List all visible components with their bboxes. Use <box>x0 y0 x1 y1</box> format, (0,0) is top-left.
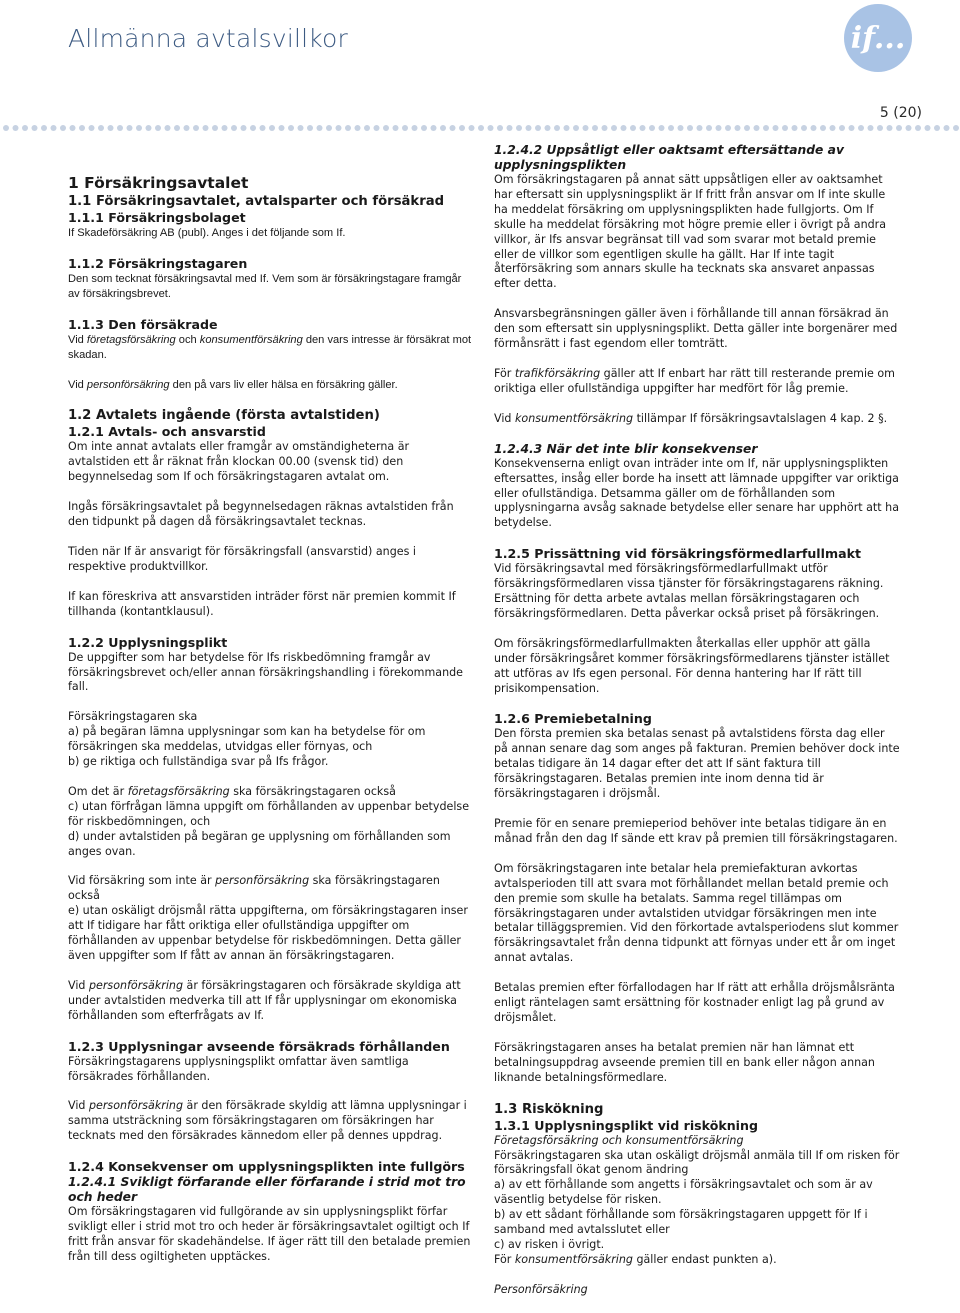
divider-dot <box>535 125 541 131</box>
left-column <box>68 143 472 1280</box>
paragraph-1-2-1-a: Om inte annat avtalats eller framgår av omständigheterna är avtalstiden ett år räknat från klockan 00.00 (svensk tid) den begynnelsedag som If och försäkringstagaren avtalat om. <box>68 440 410 484</box>
divider-dot <box>184 125 190 131</box>
divider-dot <box>288 125 294 131</box>
divider-dot <box>165 125 171 131</box>
paragraph-1-2-2-b: Försäkringstagaren ska a) på begäran lämna upplysningar som kan ha betydelse för om försäkringen ska meddelas, utvidgas eller förnyas, och b) ge riktiga och fullständiga svar på Ifs frågor. <box>68 710 426 769</box>
divider-dot <box>554 125 560 131</box>
divider-dot <box>925 125 931 131</box>
divider-dot <box>345 125 351 131</box>
divider-dot <box>355 125 361 131</box>
paragraph-1-2-6-c: Om försäkringstagaren inte betalar hela premiefakturan avkortas avtalsperioden till att svara mot förhållandet mellan betald premie och den premie som skulle ha betalats. Samma regel tillämpas om försäkringstagaren under avtalstiden utvidgar försäkringen men inte betalar tilläggspremien. Vid den förkortade avtalsperiodens slut kommer försäkringsavtalet från denna tidpunkt att förnyas under ett år om inget annat avtalas. <box>494 861 899 965</box>
if-logo <box>843 3 913 73</box>
divider-dot <box>127 125 133 131</box>
divider-dot <box>706 125 712 131</box>
paragraph-1-2-1-b: Ingås försäkringsavtalet på begynnelsedagen räknas avtalstiden från den tidpunkt på dagen då försäkringsavtalet tecknas. <box>68 500 454 529</box>
divider-dot <box>801 125 807 131</box>
heading-1-2-2: 1.2.2 Upplysningsplikt <box>68 634 228 650</box>
divider-dot <box>611 125 617 131</box>
divider-dot <box>250 125 256 131</box>
paragraph-1-1-3: Vid företagsförsäkring och konsumentförsäkring den vars intresse är försäkrat mot skadan. <box>68 333 472 361</box>
divider-dot <box>887 125 893 131</box>
divider-dot <box>830 125 836 131</box>
heading-1: 1 Försäkringsavtalet <box>68 174 249 192</box>
divider-dot <box>98 125 104 131</box>
divider-dot <box>469 125 475 131</box>
paragraph-1-2-6-b: Premie för en senare premieperiod behöver inte betalas tidigare än en månad från den dag If sände ett krav på premien till försäkringstagaren. <box>494 817 898 845</box>
divider-dot <box>41 125 47 131</box>
divider-dot <box>32 125 38 131</box>
subheading-personforsakring: Personförsäkring <box>494 1282 588 1296</box>
divider-dot <box>811 125 817 131</box>
divider-dot <box>782 125 788 131</box>
paragraph-1-1-2: Den som tecknat försäkringsavtal med If. Vem som är försäkringstagare framgår av försäkringsbrevet. <box>68 272 462 300</box>
divider-dot <box>364 125 370 131</box>
divider-dot <box>155 125 161 131</box>
paragraph-1-1-1: If Skadeförsäkring AB (publ). Anges i det följande som If. <box>68 227 346 239</box>
paragraph-1-2-4-2-c: För trafikförsäkring gäller att If enbart har rätt till resterande premie om oriktiga eller ofullständiga uppgifter har medfört för låg premie. <box>494 366 895 395</box>
divider-dot <box>393 125 399 131</box>
divider-dot <box>716 125 722 131</box>
divider-dot <box>51 125 57 131</box>
divider-dot <box>583 125 589 131</box>
divider-dot <box>744 125 750 131</box>
divider-dot <box>269 125 275 131</box>
divider-dot <box>212 125 218 131</box>
divider-dot <box>849 125 855 131</box>
paragraph-1-2-4-2-d: Vid konsumentförsäkring tillämpar If försäkringsavtalslagen 4 kap. 2 §. <box>494 411 888 425</box>
paragraph-1-2-2-a: De uppgifter som har betydelse för Ifs riskbedömning framgår av försäkringsbrevet och/eller annan försäkringshandling i förekommande fall. <box>68 650 463 694</box>
paragraph-1-2-3-a: Försäkringstagarens upplysningsplikt omfattar även samtliga försäkrades förhållanden. <box>68 1054 409 1083</box>
divider-dot <box>279 125 285 131</box>
divider-dot <box>697 125 703 131</box>
divider-dot <box>507 125 513 131</box>
divider-dot <box>754 125 760 131</box>
divider-dot <box>412 125 418 131</box>
paragraph-1-2-6-d: Betalas premien efter förfallodagen har If rätt att erhålla dröjsmålsränta enligt räntelagen samt ersättning för kostnader enligt lag på grund av dröjsmålet. <box>494 981 895 1024</box>
paragraph-1-1-3-b: Vid personförsäkring den på vars liv eller hälsa en försäkring gäller. <box>68 378 398 391</box>
paragraph-1-2-1-c: Tiden när If är ansvarigt för försäkringsfall (ansvarstid) anges i respektive produktvillkor. <box>68 544 416 573</box>
divider-dot <box>877 125 883 131</box>
divider-dot <box>383 125 389 131</box>
paragraph-1-2-3-b: Vid personförsäkring är den försäkrade skyldig att lämna upplysningar i samma utsträckning som försäkringstagaren om försäkringen har tecknats med den försäkrades kännedom eller på dennes uppdrag. <box>68 1099 467 1143</box>
document-title: Allmänna avtalsvillkor <box>68 24 349 53</box>
paragraph-1-2-2-e: Vid personförsäkring är försäkringstagaren och försäkrade skyldiga att under avtalstiden medverka till att If får upplysningar om ekonomiska förhållanden som efterfrågats av If. <box>68 978 461 1022</box>
heading-1-2-4: 1.2.4 Konsekvenser om upplysningsplikten inte fullgörs <box>68 1159 465 1175</box>
heading-1-2-4-3: 1.2.4.3 När det inte blir konsekvenser <box>494 441 758 456</box>
paragraph-1-2-4-2-a: Om försäkringstagaren på annat sätt uppsåtligen eller av oaktsamhet har eftersatt sin upplysningsplikt är If fritt från ansvar om If inte skulle ha meddelat försäkring om upplysningsplikten hade fullgjorts. Om If skulle ha meddelat försäkring mot högre premie eller i övrigt på andra villkor, är Ifs ansvar begränsat till vad som svarar mot betald premie eller de villkor som egentligen skulle ha gällt. Har If inte tagit återförsäkring som annars skulle ha tecknats ska ansvaret anpassas efter detta. <box>494 173 887 291</box>
divider-dot <box>488 125 494 131</box>
divider-dot <box>868 125 874 131</box>
logo-text: if... <box>850 21 906 56</box>
paragraph-1-2-1-d: If kan föreskriva att ansvarstiden inträder först när premien kommit If tillhanda (kontantklausul). <box>68 589 456 618</box>
divider-dot <box>953 125 959 131</box>
divider-dot <box>592 125 598 131</box>
divider-dot <box>640 125 646 131</box>
heading-1-2-6: 1.2.6 Premiebetalning <box>494 711 652 727</box>
heading-1-1-3: 1.1.3 Den försäkrade <box>68 316 218 332</box>
divider-dot <box>621 125 627 131</box>
divider-dot <box>307 125 313 131</box>
heading-1-2-1: 1.2.1 Avtals- och ansvarstid <box>68 424 266 440</box>
subheading-1-3-1: Företagsförsäkring och konsumentförsäkring <box>494 1133 744 1147</box>
divider-dot <box>649 125 655 131</box>
divider-dot <box>60 125 66 131</box>
divider-dot <box>630 125 636 131</box>
divider-dot <box>516 125 522 131</box>
divider-dot <box>117 125 123 131</box>
heading-1-2-5: 1.2.5 Prissättning vid försäkringsförmedlarfullmakt <box>494 546 861 562</box>
divider-dot <box>526 125 532 131</box>
divider-dot <box>678 125 684 131</box>
divider-dot <box>3 125 9 131</box>
divider-dot <box>725 125 731 131</box>
heading-1-1-2: 1.1.2 Försäkringstagaren <box>68 255 248 271</box>
heading-1-1-1: 1.1.1 Försäkringsbolaget <box>68 210 246 225</box>
dotted-divider <box>0 122 960 134</box>
divider-dot <box>915 125 921 131</box>
paragraph-1-2-6-a: Den första premien ska betalas senast på avtalstidens första dag eller på annan senare dag som anges på fakturan. Premien behöver dock inte betalas tidigare än 14 dagar efter det att If sänt faktura till försäkringstagaren. Betalas premien inte inom denna tid är försäkringstagaren i dröjsmål. <box>494 727 900 801</box>
divider-dot <box>431 125 437 131</box>
divider-dot <box>934 125 940 131</box>
divider-dot <box>906 125 912 131</box>
divider-dot <box>326 125 332 131</box>
divider-dot <box>858 125 864 131</box>
divider-dot <box>839 125 845 131</box>
divider-dot <box>896 125 902 131</box>
paragraph-1-2-2-c: Om det är företagsförsäkring ska försäkringstagaren också c) utan förfrågan lämna uppgift om förhållanden av uppenbar betydelse för riskbedömningen, och d) under avtalstiden på begäran ge upplysning om förhållanden som anges ovan. <box>68 784 470 858</box>
divider-dot <box>763 125 769 131</box>
divider-dot <box>260 125 266 131</box>
divider-dot <box>70 125 76 131</box>
divider-dot <box>820 125 826 131</box>
divider-dot <box>146 125 152 131</box>
divider-dot <box>735 125 741 131</box>
divider-dot <box>298 125 304 131</box>
divider-dot <box>450 125 456 131</box>
divider-dot <box>222 125 228 131</box>
heading-1-2: 1.2 Avtalets ingående (första avtalstiden) <box>68 408 380 424</box>
divider-dot <box>336 125 342 131</box>
divider-dot <box>459 125 465 131</box>
divider-dot <box>193 125 199 131</box>
divider-dot <box>545 125 551 131</box>
heading-1-2-3: 1.2.3 Upplysningar avseende försäkrads förhållanden <box>68 1038 450 1054</box>
heading-1-3: 1.3 Riskökning <box>494 1101 604 1117</box>
divider-dot <box>136 125 142 131</box>
paragraph-1-2-4-3: Konsekvenserna enligt ovan inträder inte om If, när upplysningsplikten eftersattes, insåg eller borde ha insett att lämnade uppgifter var oriktiga eller ofullständiga. Detsamma gäller om de förhållanden som upplysningarna avsåg saknade betydelse eller senare har upphört att ha betydelse. <box>494 456 899 530</box>
divider-dot <box>174 125 180 131</box>
divider-dot <box>22 125 28 131</box>
divider-dot <box>231 125 237 131</box>
divider-dot <box>944 125 950 131</box>
divider-dot <box>317 125 323 131</box>
paragraph-1-2-4-2-b: Ansvarsbegränsningen gäller även i förhållande till annan försäkrad än den som eftersatt sin upplysningsplikt. Detta gäller inte borgenärer med förmånsrätt i fast egendom eller tomträtt. <box>494 307 898 351</box>
divider-dot <box>13 125 19 131</box>
divider-dot <box>602 125 608 131</box>
divider-dot <box>668 125 674 131</box>
heading-1-2-4-2: 1.2.4.2 Uppsåtligt eller oaktsamt eftersättande av upplysningsplikten <box>494 143 844 172</box>
heading-1-1: 1.1 Försäkringsavtalet, avtalsparter och försäkrad <box>68 194 445 209</box>
divider-dot <box>564 125 570 131</box>
page-number: 5 (20) <box>879 105 922 121</box>
divider-dot <box>659 125 665 131</box>
divider-dot <box>573 125 579 131</box>
heading-1-2-4-1: 1.2.4.1 Svikligt förfarande eller förfarande i strid mot tro och heder <box>68 1175 466 1205</box>
right-column <box>494 143 900 1313</box>
divider-dot <box>497 125 503 131</box>
divider-dot <box>773 125 779 131</box>
divider-dot <box>108 125 114 131</box>
divider-dot <box>241 125 247 131</box>
divider-dot <box>402 125 408 131</box>
paragraph-1-3-1: Försäkringstagaren ska utan oskäligt dröjsmål anmäla till If om risken för försäkringsfall ökat genom ändring a) av ett förhållande som angetts i försäkringsavtalet och som är av väsentlig betydelse för risken. b) av ett sådant förhållande som försäkringstagaren uppgett för If i samband med avtalsslutet eller c) av risken i övrigt. För konsumentförsäkring gäller endast punkten a). <box>494 1148 900 1266</box>
divider-dot <box>421 125 427 131</box>
divider-dot <box>79 125 85 131</box>
paragraph-1-2-4-1: Om försäkringstagaren vid fullgörande av sin upplysningsplikt förfar svikligt eller i strid mot tro och heder är försäkringsavtalet ogiltigt och If fritt från ansvar för skadehändelse. If äger rätt till den betalade premien från till dess ogiltigheten upptäckes. <box>68 1205 471 1263</box>
paragraph-1-2-6-e: Försäkringstagaren anses ha betalat premien när han lämnat ett betalningsuppdrag avseende premien till en bank eller någon annan liknande betalningsförmedlare. <box>494 1040 875 1084</box>
divider-dot <box>687 125 693 131</box>
divider-dot <box>374 125 380 131</box>
divider-dot <box>203 125 209 131</box>
paragraph-1-2-5-a: Vid försäkringsavtal med försäkringsförmedlarfullmakt utför försäkringsförmedlaren vissa tjänster för försäkringstagarens räkning. Ersättning för detta arbete avtalas mellan försäkringstagaren och försäkringsförmedlaren. Detta påverkar också priset på försäkringen. <box>494 562 884 620</box>
heading-1-3-1: 1.3.1 Upplysningsplikt vid riskökning <box>494 1117 758 1133</box>
paragraph-1-2-2-d: Vid försäkring som inte är personförsäkring ska försäkringstagaren också e) utan oskäligt dröjsmål rätta uppgifterna, om försäkringstagaren inser att If tidigare har fått oriktiga eller ofullständiga uppgifter om förhållanden av uppenbar betydelse för riskbedömningen. Detta gäller även uppgifter som If fått av annan än försäkringstagaren. <box>68 874 468 962</box>
divider-dot <box>792 125 798 131</box>
divider-dot <box>478 125 484 131</box>
paragraph-1-2-5-b: Om försäkringsförmedlarfullmakten återkallas eller upphör att gälla under försäkringsåret kommer försäkringsförmedlarens tjänster istället att utföras av Ifs egen personal. För denna hantering har If rätt till prisikompensation. <box>494 636 890 695</box>
divider-dot <box>440 125 446 131</box>
divider-dot <box>89 125 95 131</box>
